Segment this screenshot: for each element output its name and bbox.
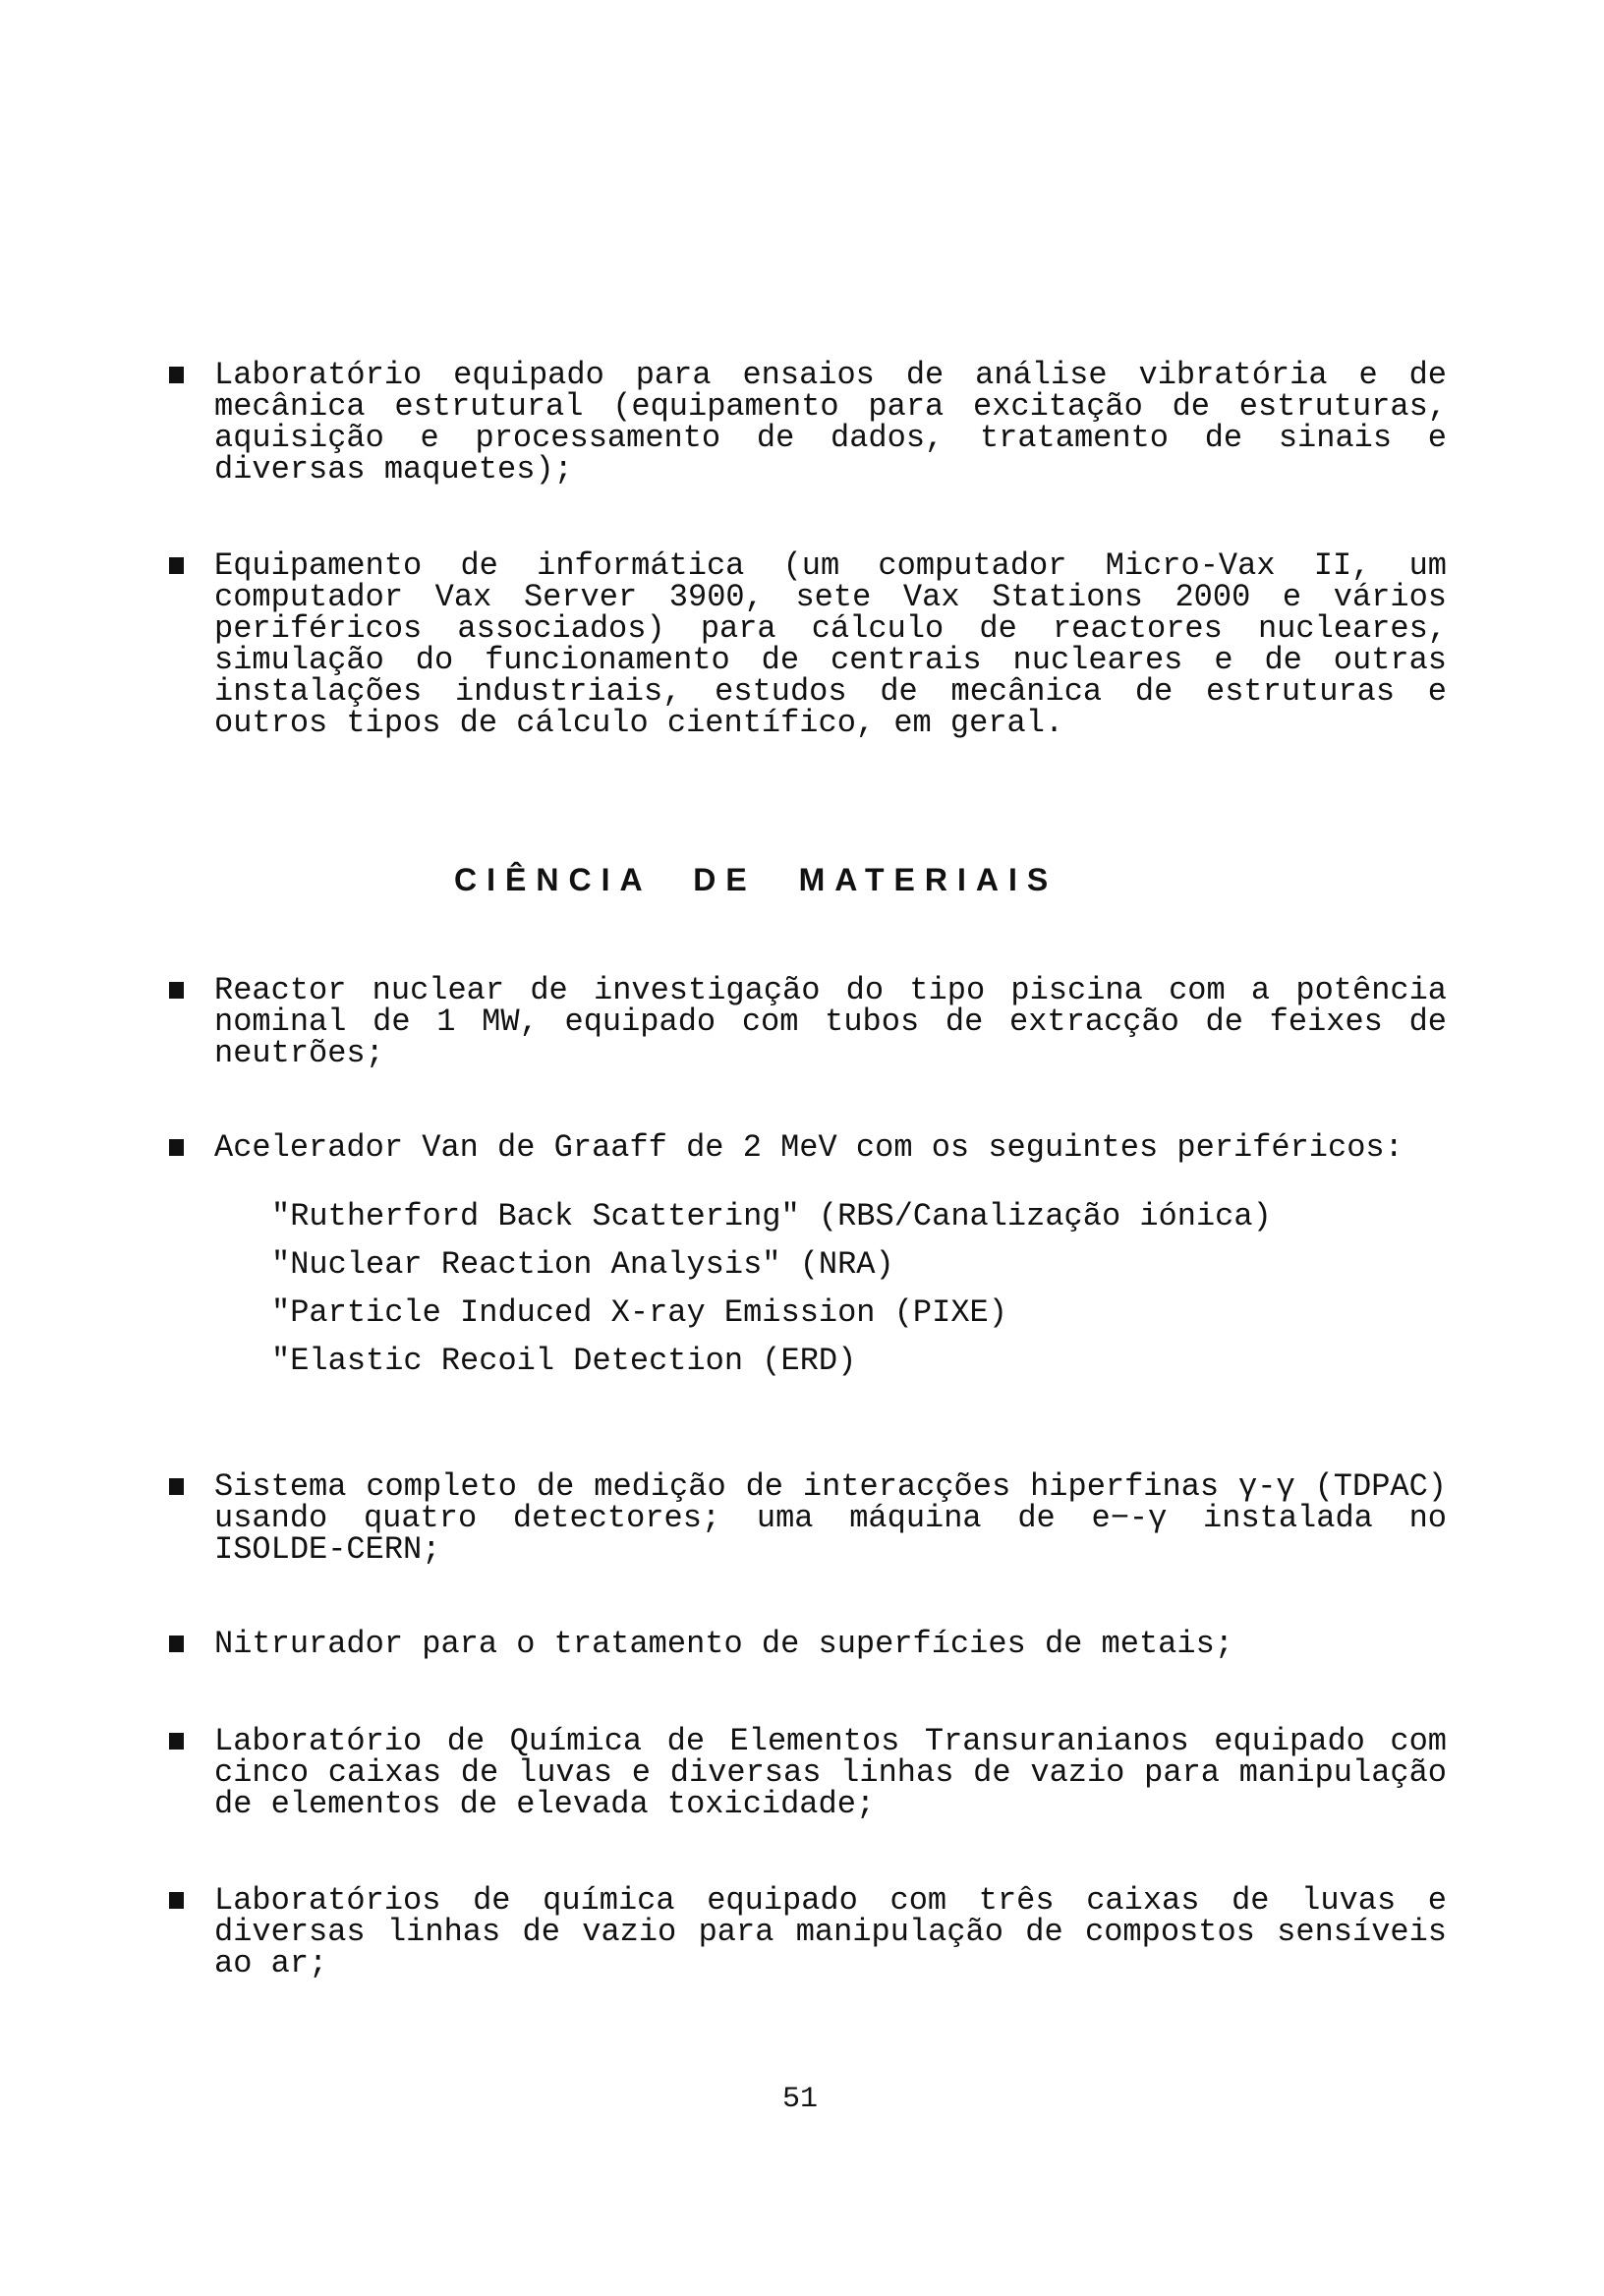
list-item bbox=[169, 972, 1447, 1071]
item-text: Equipamento de informática (um computador Micro-Vax II, um computador Vax Server 3900, sete Vax Stations 2000 e vários periféricos associados) para cálculo de reactores nucleares, simulação do funcionamento de centrais nucleares e de outras instalações industriais, estudos de mecânica de estruturas e outros tipos de cálculo científico, em geral. bbox=[214, 547, 1447, 741]
item-text: Reactor nuclear de investigação do tipo piscina com a potência nominal de 1 MW, equipado com tubos de extracção de feixes de neutrões; bbox=[214, 972, 1447, 1071]
item-text: Sistema completo de medição de interacções hiperfinas γ-γ (TDPAC) usando quatro detectores; uma máquina de e−-γ instalada no ISOLDE-CERN; bbox=[214, 1468, 1447, 1568]
section-heading: CIÊNCIA DE MATERIAIS bbox=[454, 861, 1059, 897]
square-bullet-icon bbox=[169, 1139, 184, 1156]
list-item bbox=[169, 357, 1447, 488]
square-bullet-icon bbox=[169, 1892, 184, 1909]
square-bullet-icon bbox=[169, 1733, 184, 1750]
page-number: 51 bbox=[782, 2083, 819, 2116]
square-bullet-icon bbox=[169, 982, 184, 999]
item-text: Acelerador Van de Graaff de 2 MeV com os seguintes periféricos: bbox=[214, 1129, 1404, 1166]
peripheral-item: "Particle Induced X-ray Emission (PIXE) bbox=[271, 1294, 1007, 1331]
list-item bbox=[169, 1882, 1447, 1981]
list-item bbox=[169, 1626, 1447, 1662]
list-item bbox=[169, 547, 1447, 741]
item-text: Laboratório de Química de Elementos Transuranianos equipado com cinco caixas de luvas e diversas linhas de vazio para manipulação de elementos de elevada toxicidade; bbox=[214, 1723, 1447, 1822]
square-bullet-icon bbox=[169, 557, 184, 574]
item-text: Laboratórios de química equipado com três caixas de luvas e diversas linhas de vazio para manipulação de compostos sensíveis ao ar; bbox=[214, 1882, 1447, 1981]
item-text: Laboratório equipado para ensaios de análise vibratória e de mecânica estrutural (equipamento para excitação de estruturas, aquisição e processamento de dados, tratamento de sinais e diversas maquetes); bbox=[214, 357, 1447, 488]
square-bullet-icon bbox=[169, 1636, 184, 1652]
peripheral-item: "Nuclear Reaction Analysis" (NRA) bbox=[271, 1246, 894, 1283]
list-item bbox=[169, 1129, 1447, 1166]
list-item bbox=[169, 1468, 1447, 1568]
peripheral-item: "Rutherford Back Scattering" (RBS/Canalização iónica) bbox=[271, 1198, 1272, 1234]
square-bullet-icon bbox=[169, 367, 184, 383]
accelerator-peripherals-list bbox=[271, 1198, 1272, 1394]
peripheral-item: "Elastic Recoil Detection (ERD) bbox=[271, 1343, 857, 1379]
square-bullet-icon bbox=[169, 1478, 184, 1495]
item-text: Nitrurador para o tratamento de superfícies de metais; bbox=[214, 1626, 1233, 1662]
list-item bbox=[169, 1723, 1447, 1822]
